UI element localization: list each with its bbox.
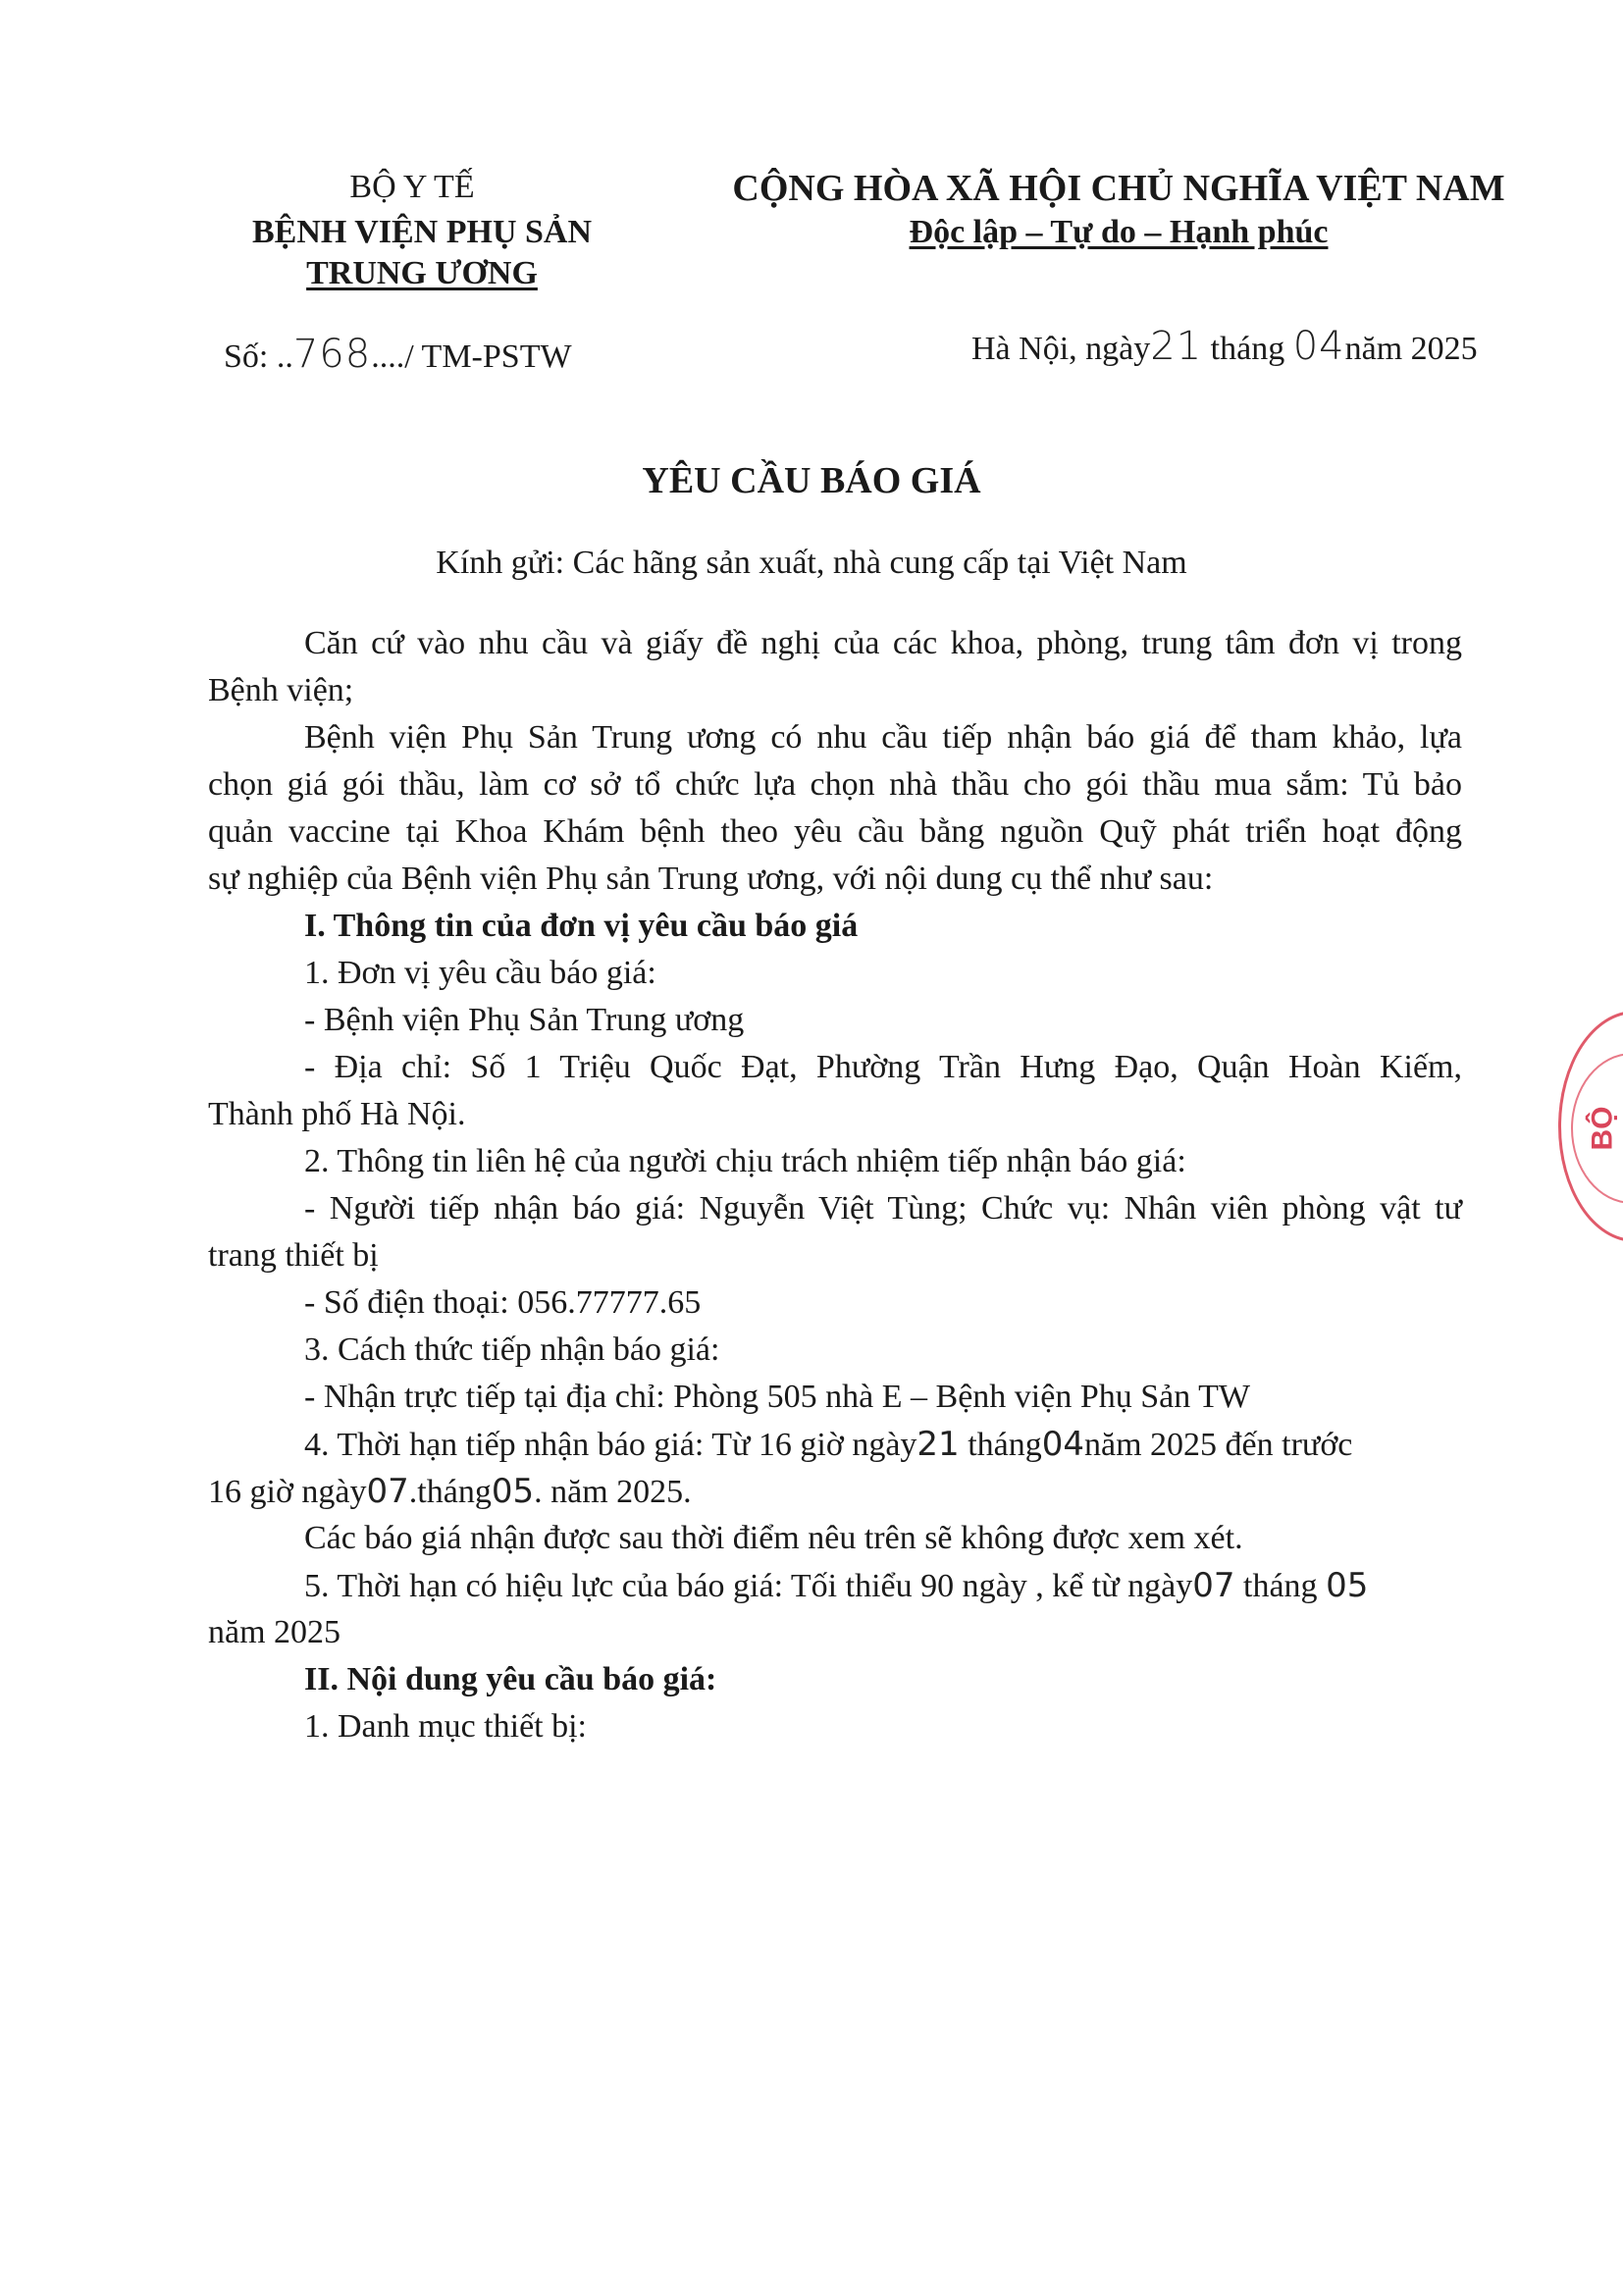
late-quote-note: Các báo giá nhận được sau thời điểm nêu trên sẽ không được xem xét. — [304, 1520, 1243, 1556]
document-number — [224, 332, 572, 377]
section-2-heading: II. Nội dung yêu cầu báo giá: — [304, 1661, 717, 1697]
contact-person-line2: trang thiết bị — [208, 1237, 379, 1274]
recipient-line: Kính gửi: Các hãng sản xuất, nhà cung cấp tại Việt Nam — [436, 545, 1187, 581]
handwritten-end-month: 05 — [491, 1472, 535, 1511]
handwritten-month: 04 — [1292, 324, 1345, 369]
deadline-text-c: năm 2025 đến trước — [1084, 1427, 1353, 1463]
item-4-deadline-line2 — [208, 1468, 692, 1516]
handwritten-ref-number: 768 — [292, 332, 372, 377]
hospital-name-line1: BỆNH VIỆN PHỤ SẢN — [251, 214, 593, 250]
item-5-validity-line2: năm 2025 — [208, 1614, 341, 1650]
ref-suffix: ..../ TM-PSTW — [371, 339, 572, 375]
paragraph-basis-line1: Căn cứ vào nhu cầu và giấy đề nghị của các khoa, phòng, trung tâm đơn vị trong — [304, 625, 1462, 661]
contact-phone: - Số điện thoại: 056.77777.65 — [304, 1284, 702, 1321]
unit-address-line2: Thành phố Hà Nội. — [208, 1096, 466, 1132]
document-date — [971, 324, 1478, 369]
national-motto: Độc lập – Tự do – Hạnh phúc — [909, 214, 1329, 250]
ministry-name: BỘ Y TẾ — [349, 169, 475, 205]
deadline-text-b: tháng — [959, 1427, 1042, 1463]
validity-text-b: tháng — [1234, 1568, 1327, 1604]
country-name: CỘNG HÒA XÃ HỘI CHỦ NGHĨA VIỆT NAM — [732, 168, 1505, 209]
hospital-name-line2: TRUNG ƯƠNG — [306, 255, 538, 291]
receiving-method-detail: - Nhận trực tiếp tại địa chỉ: Phòng 505 nhà E – Bệnh viện Phụ Sản TW — [304, 1379, 1250, 1415]
validity-text-a: 5. Thời hạn có hiệu lực của báo giá: Tối thiểu 90 ngày , kể từ ngày — [304, 1568, 1193, 1604]
paragraph-purpose-line3: quản vaccine tại Khoa Khám bệnh theo yêu cầu bằng nguồn Quỹ phát triển hoạt động — [208, 813, 1462, 850]
equipment-list-heading: 1. Danh mục thiết bị: — [304, 1708, 588, 1745]
item-2-contact-info: 2. Thông tin liên hệ của người chịu trách nhiệm tiếp nhận báo giá: — [304, 1143, 1186, 1179]
handwritten-start-day: 21 — [916, 1425, 960, 1464]
contact-person-line1: - Người tiếp nhận báo giá: Nguyễn Việt Tùng; Chức vụ: Nhân viên phòng vật tư — [304, 1190, 1462, 1226]
handwritten-end-day: 07 — [366, 1472, 409, 1511]
document-title: YÊU CẦU BÁO GIÁ — [642, 460, 981, 501]
date-prefix: Hà Nội, ngày — [971, 331, 1151, 367]
deadline-text-d: 16 giờ ngày — [208, 1474, 367, 1510]
handwritten-day: 21 — [1150, 324, 1203, 369]
deadline-text-a: 4. Thời hạn tiếp nhận báo giá: Từ 16 giờ ngày — [304, 1427, 917, 1463]
stamp-text: BỘ — [1586, 1106, 1619, 1151]
paragraph-basis-line2: Bệnh viện; — [208, 672, 354, 708]
date-month-label: tháng — [1210, 331, 1285, 367]
date-year: năm 2025 — [1344, 331, 1478, 367]
paragraph-purpose-line2: chọn giá gói thầu, làm cơ sở tổ chức lựa chọn nhà thầu cho gói thầu mua sắm: Tủ bảo — [208, 766, 1462, 803]
item-3-receiving-method: 3. Cách thức tiếp nhận báo giá: — [304, 1331, 720, 1368]
ref-dots: .. — [276, 339, 293, 375]
item-1-requesting-unit: 1. Đơn vị yêu cầu báo giá: — [304, 955, 656, 991]
deadline-text-f: . năm 2025. — [534, 1474, 692, 1510]
paragraph-purpose-line4: sự nghiệp của Bệnh viện Phụ sản Trung ương, với nội dung cụ thể như sau: — [208, 861, 1214, 897]
ref-prefix: Số: — [224, 339, 277, 375]
paragraph-purpose-line1: Bệnh viện Phụ Sản Trung ương có nhu cầu tiếp nhận báo giá để tham khảo, lựa — [304, 719, 1462, 756]
unit-name: - Bệnh viện Phụ Sản Trung ương — [304, 1002, 745, 1038]
deadline-text-e: .tháng — [408, 1474, 492, 1510]
handwritten-validity-month: 05 — [1326, 1566, 1369, 1605]
handwritten-validity-day: 07 — [1192, 1566, 1235, 1605]
red-stamp-seal — [1558, 1011, 1623, 1242]
section-1-heading: I. Thông tin của đơn vị yêu cầu báo giá — [304, 908, 859, 944]
handwritten-start-month: 04 — [1041, 1425, 1084, 1464]
unit-address-line1: - Địa chỉ: Số 1 Triệu Quốc Đạt, Phường Trần Hưng Đạo, Quận Hoàn Kiếm, — [304, 1049, 1462, 1085]
item-5-validity-line1 — [304, 1562, 1368, 1610]
item-4-deadline-line1 — [304, 1421, 1352, 1469]
